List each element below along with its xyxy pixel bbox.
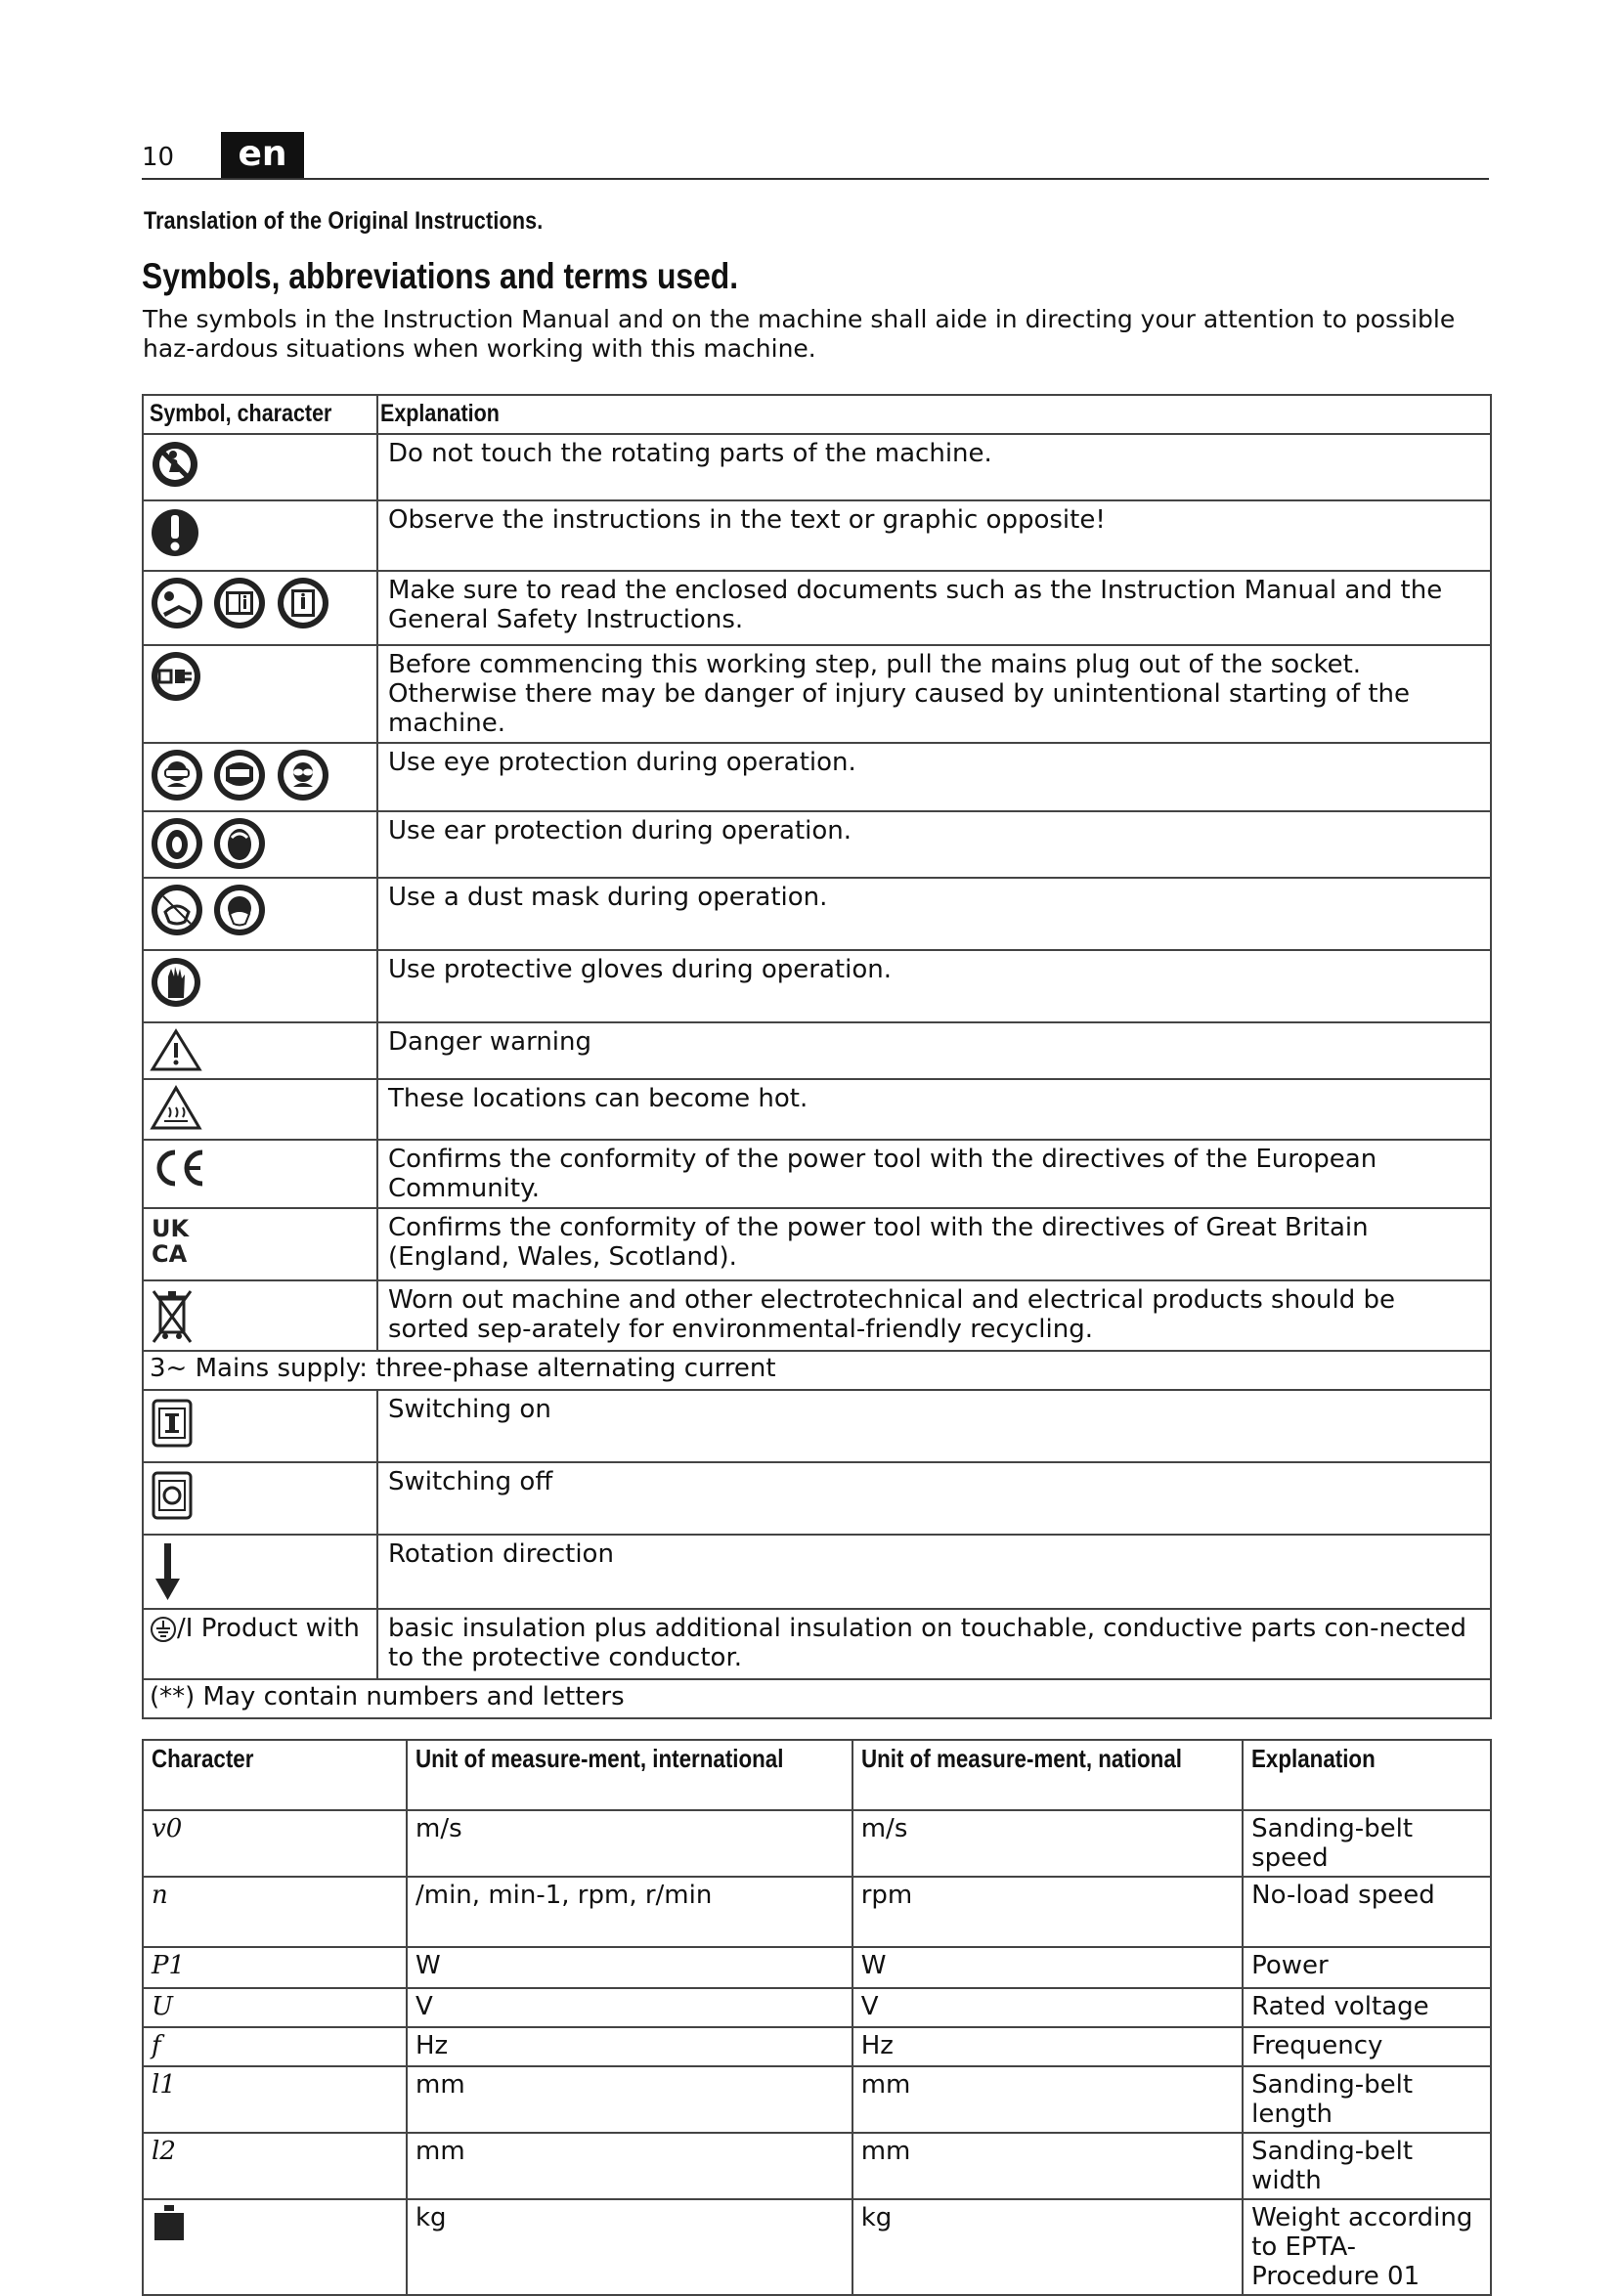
explanation-cell: These locations can become hot. [377,1079,1491,1140]
explanation-column-header: Explanation [1243,1740,1491,1810]
gloves-icon [150,955,202,1010]
read-instructions-icon [276,576,330,630]
explanation-cell: Do not touch the rotating parts of the machine. [377,434,1491,500]
explanation-cell: Worn out machine and other electrotechnical and electrical products should be sorted sep-arately for environmental-friendly recycling. [377,1280,1491,1351]
explanation-cell: Use eye protection during operation. [377,743,1491,811]
character-cell: n [143,1877,407,1947]
weight-icon [152,2203,187,2242]
national-unit-cell: W [852,1947,1243,1988]
symbol-cell [143,1079,377,1140]
table-row [143,2133,1491,2199]
rotation-direction-icon [150,1539,189,1602]
national-unit-column-header: Unit of measure-ment, national [852,1740,1243,1810]
explanation-cell: Make sure to read the enclosed documents such as the Instruction Manual and the General Safety Instructions. [377,571,1491,645]
ce-mark-icon [150,1145,208,1190]
symbol-cell [143,1022,377,1079]
explanation-cell: Observe the instructions in the text or graphic opposite! [377,500,1491,571]
symbol-column-header: Symbol, character [143,395,377,434]
ear-muff-icon [212,816,267,871]
switch-off-icon [150,1467,195,1522]
explanation-cell: Rated voltage [1243,1988,1491,2027]
footnote-row: (**) May contain numbers and letters [143,1679,1491,1718]
intl-unit-cell: Hz [407,2027,852,2066]
unplug-mains-icon [150,650,202,703]
explanation-cell: Frequency [1243,2027,1491,2066]
symbols-table [142,394,1492,1719]
read-manual-icon [150,576,204,630]
explanation-cell: Switching off [377,1462,1491,1535]
table-row [143,1947,1491,1988]
character-cell [143,2199,407,2295]
character-column-header: Character [143,1740,407,1810]
symbol-cell [143,1280,377,1351]
symbol-cell [143,571,377,645]
explanation-cell: Use ear protection during operation. [377,811,1491,878]
table-row [143,2027,1491,2066]
table-row [143,2199,1491,2295]
intl-unit-cell: V [407,1988,852,2027]
character-cell: f [143,2027,407,2066]
info-book-icon [212,576,267,630]
intl-unit-cell: W [407,1947,852,1988]
symbol-cell [143,434,377,500]
character-cell: l1 [143,2066,407,2133]
explanation-cell: Use a dust mask during operation. [377,878,1491,950]
national-unit-cell: Hz [852,2027,1243,2066]
national-unit-cell: kg [852,2199,1243,2295]
hot-surface-icon [150,1084,202,1131]
intl-unit-cell: /min, min-1, rpm, r/min [407,1877,852,1947]
switch-on-icon [150,1395,195,1450]
mains-supply-row: 3~ Mains supply: three-phase alternating current [143,1351,1491,1390]
explanation-cell: Switching on [377,1390,1491,1462]
national-unit-cell: mm [852,2066,1243,2133]
explanation-cell: Danger warning [377,1022,1491,1079]
intl-unit-column-header: Unit of measure-ment, international [407,1740,852,1810]
intl-unit-cell: m/s [407,1810,852,1877]
character-cell: v0 [143,1810,407,1877]
language-badge: en [221,132,304,179]
page-title: Symbols, abbreviations and terms used. [142,256,739,296]
character-cell: P1 [143,1947,407,1988]
header-rule [142,178,1489,180]
explanation-cell: Before commencing this working step, pull the mains plug out of the socket. Otherwise there may be danger of injury caused by unintentional starting of the machine. [377,645,1491,743]
no-touch-rotating-icon [150,439,200,490]
eye-protection-icon [150,748,204,802]
goggles-icon [276,748,330,802]
protective-earth-icon [150,1616,177,1643]
dust-mask-icon [150,883,204,937]
intro-paragraph: The symbols in the Instruction Manual and on the machine shall aide in directing your attention to possible haz-ardous situations when working with this machine. [143,305,1456,363]
page-number: 10 [142,143,175,172]
national-unit-cell: mm [852,2133,1243,2199]
intl-unit-cell: mm [407,2066,852,2133]
explanation-cell: No-load speed [1243,1877,1491,1947]
symbol-cell [143,743,377,811]
national-unit-cell: rpm [852,1877,1243,1947]
table-row [143,2066,1491,2133]
explanation-column-header: Explanation [377,395,1491,434]
symbol-cell [143,1140,377,1208]
character-cell: U [143,1988,407,2027]
svg-text:UK: UK [152,1215,190,1242]
ear-protection-icon [150,816,204,871]
protection-class-cell [143,1609,377,1679]
symbol-cell [143,950,377,1022]
ukca-mark-icon [150,1213,193,1268]
explanation-cell: Power [1243,1947,1491,1988]
explanation-cell: basic insulation plus additional insulation on touchable, conductive parts con-nected to the protective conductor. [377,1609,1491,1679]
protection-class-label: /I Product with [177,1614,360,1643]
intl-unit-cell: mm [407,2133,852,2199]
subtitle: Translation of the Original Instructions. [144,207,544,235]
explanation-cell: Confirms the conformity of the power tool with the directives of Great Britain (England, Wales, Scotland). [377,1208,1491,1280]
explanation-cell: Rotation direction [377,1535,1491,1609]
intl-unit-cell: kg [407,2199,852,2295]
table-row [143,1810,1491,1877]
symbol-cell [143,811,377,878]
national-unit-cell: V [852,1988,1243,2027]
symbol-cell [143,500,377,571]
units-table [142,1739,1492,2296]
explanation-cell: Sanding-belt width [1243,2133,1491,2199]
svg-text:CA: CA [152,1240,188,1268]
symbol-cell [143,1462,377,1535]
explanation-cell: Confirms the conformity of the power tool with the directives of the European Community. [377,1140,1491,1208]
face-shield-icon [212,748,267,802]
national-unit-cell: m/s [852,1810,1243,1877]
danger-warning-icon [150,1027,202,1072]
explanation-cell: Sanding-belt speed [1243,1810,1491,1877]
table-row [143,1988,1491,2027]
symbol-cell [143,1535,377,1609]
symbol-cell [143,878,377,950]
explanation-cell: Weight according to EPTA-Procedure 01 [1243,2199,1491,2295]
symbol-cell [143,1390,377,1462]
character-cell: l2 [143,2133,407,2199]
symbol-cell [143,1208,377,1280]
explanation-cell: Use protective gloves during operation. [377,950,1491,1022]
table-row [143,1877,1491,1947]
symbol-cell [143,645,377,743]
respirator-icon [212,883,267,937]
explanation-cell: Sanding-belt length [1243,2066,1491,2133]
mandatory-exclamation-icon [150,505,200,560]
weee-bin-icon [150,1285,195,1346]
